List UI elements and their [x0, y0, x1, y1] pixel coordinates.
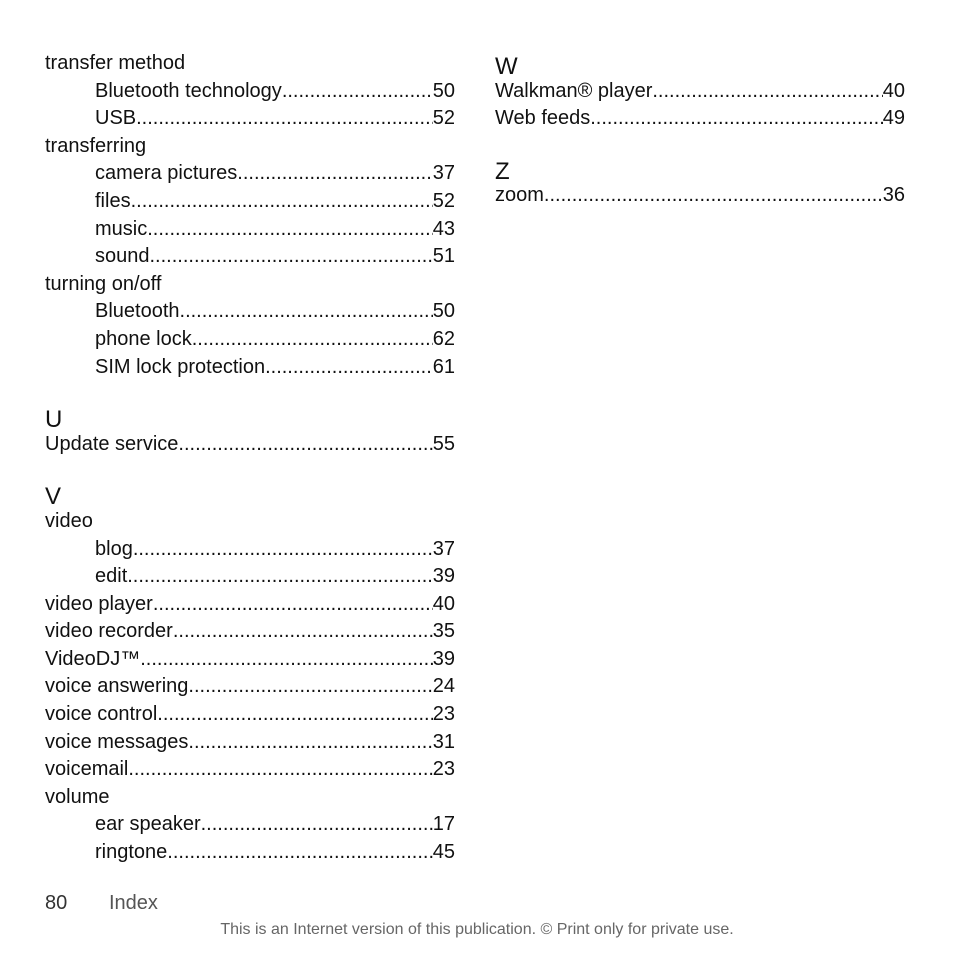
dot-leader [237, 160, 432, 188]
page-reference: 61 [432, 355, 455, 378]
dot-leader [180, 298, 433, 326]
dot-leader [173, 618, 433, 646]
index-subentry [45, 563, 455, 591]
page-reference: 43 [432, 217, 455, 240]
index-column-left [45, 50, 455, 867]
dot-leader [652, 78, 882, 106]
page-number: 80 [45, 892, 68, 914]
page-reference: 39 [432, 565, 455, 588]
index-term: blog [95, 537, 133, 560]
index-subentry [45, 105, 455, 133]
page-reference: 36 [882, 184, 905, 207]
page-reference: 55 [432, 432, 455, 455]
page-reference: 23 [432, 703, 455, 726]
index-subentry [45, 78, 455, 106]
dot-leader [128, 756, 432, 784]
index-term: video recorder [45, 620, 173, 643]
index-subentry [45, 354, 455, 382]
index-term: edit [95, 565, 128, 588]
index-term-heading: turning on/off [45, 272, 162, 295]
page-reference: 45 [432, 841, 455, 864]
page-reference: 35 [432, 620, 455, 643]
index-term-heading: transferring [45, 134, 147, 157]
index-term: video player [45, 592, 153, 615]
index-term: camera pictures [95, 162, 238, 185]
page-reference: 37 [432, 537, 455, 560]
page-reference: 62 [432, 327, 455, 350]
dot-leader [201, 811, 433, 839]
index-letter-heading: W [495, 53, 518, 80]
page-reference: 24 [432, 675, 455, 698]
page-reference: 52 [432, 107, 455, 130]
dot-leader [167, 839, 432, 867]
index-letter-heading: Z [495, 157, 510, 185]
copyright-notice: This is an Internet version of this publication. © Print only for private use. [220, 921, 734, 938]
index-subentry [45, 298, 455, 326]
index-entry [45, 431, 455, 459]
index-letter-heading: U [45, 406, 63, 434]
index-entry [45, 701, 455, 729]
dot-leader [265, 354, 433, 382]
page-reference: 50 [432, 79, 455, 102]
index-term: voicemail [45, 758, 129, 781]
index-term: sound [95, 245, 150, 268]
page-footer [45, 892, 158, 915]
index-term: files [95, 189, 131, 212]
index-term: phone lock [95, 327, 192, 350]
index-entry [495, 105, 905, 133]
page-reference: 23 [432, 758, 455, 781]
page-reference: 37 [432, 162, 455, 185]
index-term: ringtone [95, 841, 168, 864]
page-reference: 40 [432, 592, 455, 615]
index-subentry [45, 811, 455, 839]
page-reference: 31 [432, 730, 455, 753]
page-reference: 52 [432, 189, 455, 212]
dot-leader [147, 216, 433, 244]
index-subentry [45, 326, 455, 354]
page-reference: 51 [432, 245, 455, 268]
index-entry [45, 673, 455, 701]
section-gap [495, 133, 905, 155]
dot-leader [188, 673, 432, 701]
index-entry [45, 756, 455, 784]
section-name: Index [109, 892, 158, 914]
dot-leader [544, 182, 883, 210]
index-term: music [95, 217, 148, 240]
index-subentry [45, 536, 455, 564]
index-term-heading: volume [45, 785, 110, 808]
index-term: voice answering [45, 675, 189, 698]
section-gap [45, 458, 455, 480]
index-term: Web feeds [495, 107, 591, 130]
page-reference: 39 [432, 647, 455, 670]
index-entry [45, 729, 455, 757]
index-subentry [45, 188, 455, 216]
dot-leader [133, 536, 433, 564]
index-term: Update service [45, 432, 179, 455]
dot-leader [157, 701, 432, 729]
index-term: Bluetooth [95, 300, 180, 323]
index-term: VideoDJ™ [45, 647, 141, 670]
index-term-heading: video [45, 509, 93, 532]
index-term: ear speaker [95, 813, 201, 836]
index-letter-heading: V [45, 483, 62, 511]
index-term: zoom [495, 184, 544, 207]
dot-leader [136, 105, 433, 133]
page-reference: 49 [882, 107, 905, 130]
index-subentry [45, 839, 455, 867]
page-reference: 50 [432, 300, 455, 323]
dot-leader [188, 729, 432, 757]
index-entry [45, 646, 455, 674]
page-reference: 40 [882, 79, 905, 102]
index-term: voice messages [45, 730, 189, 753]
dot-leader [140, 646, 433, 674]
index-subentry [45, 216, 455, 244]
index-term: Bluetooth technology [95, 79, 282, 102]
index-column-right [495, 50, 905, 210]
page-reference: 17 [432, 813, 455, 836]
index-entry [45, 618, 455, 646]
dot-leader [153, 591, 433, 619]
dot-leader [590, 105, 883, 133]
index-subentry [45, 243, 455, 271]
dot-leader [178, 431, 432, 459]
dot-leader [192, 326, 433, 354]
dot-leader [150, 243, 433, 271]
index-subentry [45, 160, 455, 188]
index-term: USB [95, 107, 137, 130]
dot-leader [127, 563, 433, 591]
index-term-heading: transfer method [45, 52, 186, 74]
section-gap [45, 381, 455, 403]
dot-leader [282, 78, 433, 106]
index-term: SIM lock protection [95, 355, 266, 378]
index-term: voice control [45, 703, 158, 726]
dot-leader [131, 188, 433, 216]
index-entry [45, 591, 455, 619]
index-entry [495, 182, 905, 210]
index-entry [495, 78, 905, 106]
index-term: Walkman® player [495, 79, 653, 102]
